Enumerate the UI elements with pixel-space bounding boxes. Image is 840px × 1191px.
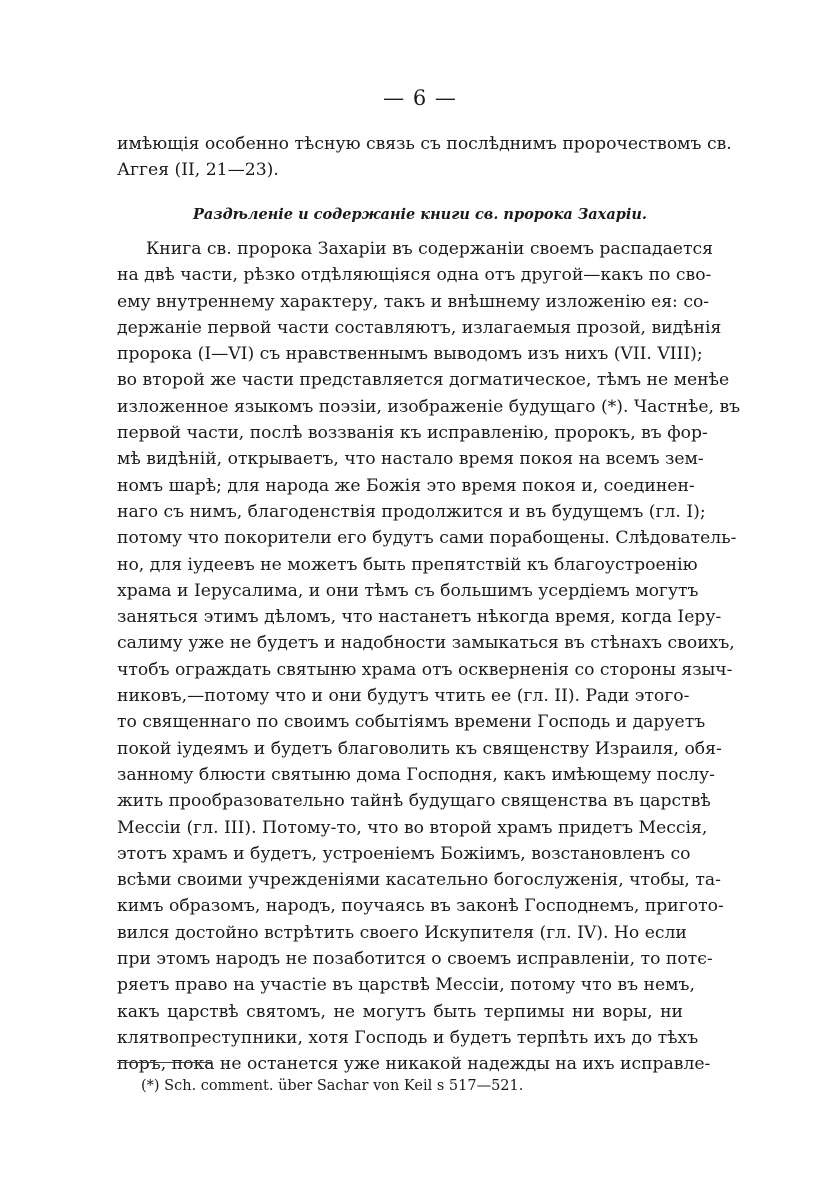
text-line: держаніе первой части составляютъ, излагаемыя прозой, видѣнія xyxy=(117,317,722,338)
text-line: заняться этимъ дѣломъ, что настанетъ нѣкогда время, когда Іеру- xyxy=(117,607,722,628)
text-line: храма и Іерусалима, и они тѣмъ съ большимъ усердіемъ могутъ xyxy=(117,580,699,601)
text-line: во второй же части представляется догматическое, тѣмъ не менѣе xyxy=(117,370,730,391)
text-line: имѣющія особенно тѣсную связь съ послѣднимъ пророчествомъ св. xyxy=(117,134,732,154)
text-line: наго съ нимъ, благоденствія продолжится и въ будущемъ (гл. I); xyxy=(117,501,706,522)
text-line: покой іудеямъ и будетъ благоволить къ священству Израиля, обя- xyxy=(117,738,722,759)
text-line: Мессіи (гл. III). Потому-то, что во второй храмъ придетъ Мессія, xyxy=(117,817,708,838)
body-paragraph xyxy=(117,236,741,1078)
text-line: чтобъ ограждать святыню храма отъ оскверненія со стороны языч- xyxy=(117,659,733,680)
text-line: Аггея (II, 21—23). xyxy=(117,160,279,181)
text-line: поръ, пока не останется уже никакой надежды на ихъ исправле- xyxy=(117,1054,711,1075)
text-line: какъ царствѣ святомъ, не могутъ быть терпимы ни воры, ни xyxy=(117,1001,683,1022)
text-line: жить прообразовательно тайнѣ будущаго священства въ царствѣ xyxy=(117,791,711,812)
footnote: (*) Sch. comment. über Sachar von Keil s 517—521. xyxy=(141,1078,524,1094)
text-line: ряетъ право на участіе въ царствѣ Мессіи, потому что въ немъ, xyxy=(117,975,695,996)
text-line: клятвопреступники, хотя Господь и будетъ терпѣть ихъ до тѣхъ xyxy=(117,1027,699,1048)
page-number: — 6 — xyxy=(383,86,457,110)
section-heading: Раздѣленіе и содержаніе книги св. пророка Захаріи. xyxy=(193,206,647,223)
footnote-divider xyxy=(117,1062,212,1063)
text-line: но, для іудеевъ не можетъ быть препятствій къ благоустроенію xyxy=(117,554,698,575)
text-line: при этомъ народъ не позаботится о своемъ исправленіи, то потє- xyxy=(117,949,713,970)
text-line: изложенное языкомъ поэзіи, изображеніе будущаго (*). Частнѣе, въ xyxy=(117,396,741,417)
text-line: то священнаго по своимъ событіямъ времени Господь и даруетъ xyxy=(117,712,706,733)
text-line: мѣ видѣній, открываетъ, что настало время покоя на всемъ зем- xyxy=(117,449,704,470)
text-line: этотъ храмъ и будетъ, устроеніемъ Божіимъ, возстановленъ со xyxy=(117,843,691,864)
text-line: на двѣ части, рѣзко отдѣляющіяся одна отъ другой—какъ по сво- xyxy=(117,265,712,286)
text-line: всѣми своими учрежденіями касательно богослуженія, чтобы, та- xyxy=(117,870,721,891)
text-line: кимъ образомъ, народъ, поучаясь въ законѣ Господнемъ, пригото- xyxy=(117,896,724,917)
intro-paragraph xyxy=(117,131,732,184)
text-line: салиму уже не будетъ и надобности замыкаться въ стѣнахъ своихъ, xyxy=(117,633,735,654)
text-line: ему внутреннему характеру, такъ и внѣшнему изложенію ея: со- xyxy=(117,291,710,312)
text-line: пророка (I—VI) съ нравственнымъ выводомъ изъ нихъ (VII. VIII); xyxy=(117,344,703,365)
text-line: никовъ,—потому что и они будутъ чтить ее (гл. II). Ради этого- xyxy=(117,686,690,707)
text-line: первой части, послѣ воззванія къ исправленію, пророкъ, въ фор- xyxy=(117,423,708,444)
text-line: Книга св. пророка Захаріи въ содержаніи своемъ распадается xyxy=(146,239,713,259)
text-line: потому что покорители его будутъ сами порабощены. Слѣдователь- xyxy=(117,528,737,549)
text-line: занному блюсти святыню дома Господня, какъ имѣющему послу- xyxy=(117,764,715,785)
text-line: вился достойно встрѣтить своего Искупителя (гл. IV). Но если xyxy=(117,922,687,943)
text-line: номъ шарѣ; для народа же Божія это время покоя и, соединен- xyxy=(117,475,695,496)
